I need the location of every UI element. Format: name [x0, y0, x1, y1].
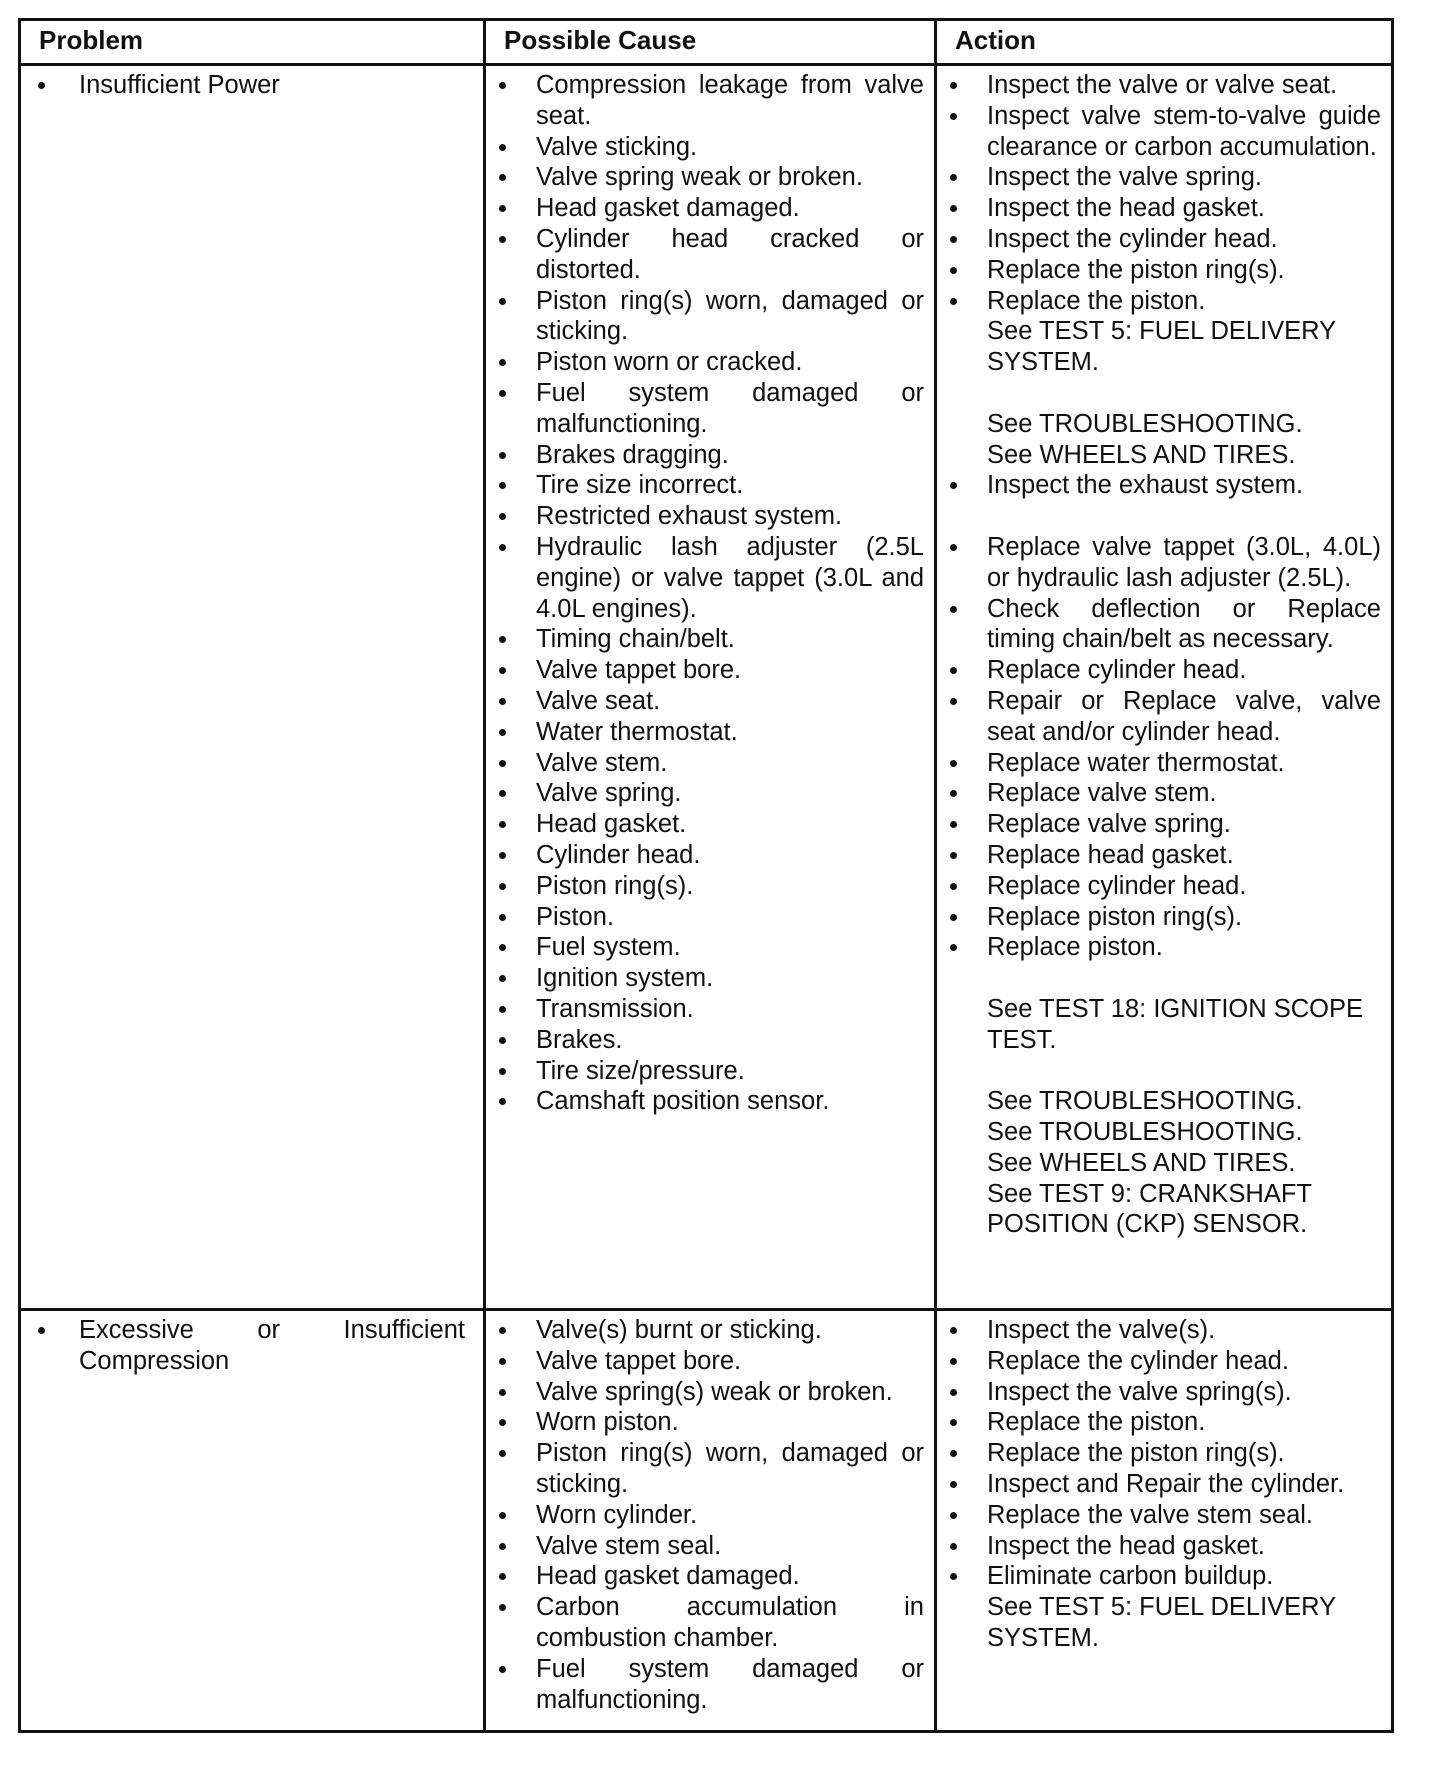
action-item: Inspect the valve spring(s).: [937, 1377, 1391, 1408]
list-item: Tire size/pressure.: [486, 1056, 934, 1087]
list-item: Valve spring(s) weak or broken.: [486, 1377, 934, 1408]
list-item: Brakes dragging.: [486, 440, 934, 471]
action-item: Repair or Replace valve, valve seat and/or cylinder head.: [937, 686, 1391, 748]
table-header-row: [21, 21, 1391, 66]
action-item: Inspect the head gasket.: [937, 1531, 1391, 1562]
reference-note: See TEST 5: FUEL DELIVERY SYSTEM.: [987, 317, 1336, 377]
reference-note: See TROUBLESHOOTING.: [987, 1087, 1303, 1116]
list-item: Restricted exhaust system.: [486, 501, 934, 532]
list-item: Valve spring weak or broken.: [486, 162, 934, 193]
action-item: Replace the valve stem seal.: [937, 1500, 1391, 1531]
action-item: Inspect the valve or valve seat.: [937, 70, 1391, 101]
cause-list: [486, 70, 934, 1117]
list-item: Valve stem.: [486, 748, 934, 779]
list-item: Cylinder head cracked or distorted.: [486, 224, 934, 286]
action-item: Replace cylinder head.: [937, 871, 1391, 902]
action-item: Replace the piston ring(s).: [937, 255, 1391, 286]
action-item: Inspect valve stem-to-valve guide clearance or carbon accumulation.: [937, 101, 1391, 163]
reference-note: See TEST 9: CRANKSHAFT POSITION (CKP) SENSOR.: [987, 1179, 1312, 1239]
spacer: [937, 963, 1391, 994]
action-item: Replace the piston ring(s).: [937, 1438, 1391, 1469]
list-item: Cylinder head.: [486, 840, 934, 871]
action-item: Replace valve stem.: [937, 778, 1391, 809]
problem-cell: [21, 1311, 486, 1730]
cause-cell: [486, 1311, 937, 1730]
list-item: Head gasket.: [486, 809, 934, 840]
header-possible-cause: Possible Cause: [486, 21, 937, 63]
action-item: Replace piston ring(s).: [937, 902, 1391, 933]
action-item: Replace cylinder head.: [937, 655, 1391, 686]
header-action: Action: [955, 25, 1036, 55]
table-row: [21, 66, 1391, 1311]
list-item: Fuel system damaged or malfunctioning.: [486, 1654, 934, 1716]
list-item: Transmission.: [486, 994, 934, 1025]
list-item: Valve tappet bore.: [486, 655, 934, 686]
list-item: Valve(s) burnt or sticking.: [486, 1315, 934, 1346]
list-item: Worn cylinder.: [486, 1500, 934, 1531]
action-item: Inspect and Repair the cylinder.: [937, 1469, 1391, 1500]
list-item: Fuel system damaged or malfunctioning.: [486, 378, 934, 440]
list-item: Head gasket damaged.: [486, 1561, 934, 1592]
action-item: Eliminate carbon buildup.: [937, 1561, 1391, 1592]
list-item: Piston ring(s).: [486, 871, 934, 902]
list-item: Piston worn or cracked.: [486, 347, 934, 378]
list-item: Hydraulic lash adjuster (2.5L engine) or valve tappet (3.0L and 4.0L engines).: [486, 532, 934, 624]
action-cell: [937, 1311, 1391, 1730]
action-item: Replace the piston.: [937, 1407, 1391, 1438]
action-item: Inspect the valve spring.: [937, 162, 1391, 193]
header-problem: Problem: [21, 21, 486, 63]
action-cell: [937, 66, 1391, 1308]
list-item: Worn piston.: [486, 1407, 934, 1438]
problem-cell: [21, 66, 486, 1308]
problem-text: Insufficient Power: [21, 70, 483, 101]
action-item: Inspect the valve(s).: [937, 1315, 1391, 1346]
action-item: Replace water thermostat.: [937, 748, 1391, 779]
list-item: Valve stem seal.: [486, 1531, 934, 1562]
troubleshooting-table: [18, 18, 1394, 1733]
action-item: Replace piston.: [937, 932, 1391, 963]
list-item: Camshaft position sensor.: [486, 1086, 934, 1117]
action-item: Inspect the exhaust system.: [937, 470, 1391, 501]
list-item: Piston ring(s) worn, damaged or sticking.: [486, 286, 934, 348]
action-list: [937, 1315, 1391, 1654]
list-item: Brakes.: [486, 1025, 934, 1056]
list-item: Compression leakage from valve seat.: [486, 70, 934, 132]
list-item: Valve tappet bore.: [486, 1346, 934, 1377]
spacer: [937, 378, 1391, 409]
reference-note: See TROUBLESHOOTING.: [987, 1118, 1303, 1147]
action-item: Replace valve tappet (3.0L, 4.0L) or hydraulic lash adjuster (2.5L).: [937, 532, 1391, 594]
reference-note: See WHEELS AND TIRES.: [987, 440, 1296, 469]
action-item: Inspect the head gasket.: [937, 193, 1391, 224]
action-item: Replace the cylinder head.: [937, 1346, 1391, 1377]
reference-note: See TEST 5: FUEL DELIVERY SYSTEM.: [987, 1593, 1336, 1652]
list-item: Ignition system.: [486, 963, 934, 994]
list-item: Head gasket damaged.: [486, 193, 934, 224]
list-item: Piston ring(s) worn, damaged or sticking.: [486, 1438, 934, 1500]
reference-note: See TROUBLESHOOTING.: [987, 409, 1303, 438]
list-item: Valve sticking.: [486, 132, 934, 163]
table-row: [21, 1311, 1391, 1730]
list-item: Carbon accumulation in combustion chamber.: [486, 1592, 934, 1654]
list-item: Tire size incorrect.: [486, 470, 934, 501]
reference-note: See TEST 18: IGNITION SCOPE TEST.: [987, 994, 1364, 1054]
action-item: Replace valve spring.: [937, 809, 1391, 840]
reference-note: See WHEELS AND TIRES.: [987, 1148, 1296, 1177]
action-item: Replace head gasket.: [937, 840, 1391, 871]
cause-list: [486, 1315, 934, 1715]
action-item: Check deflection or Replace timing chain/belt as necessary.: [937, 594, 1391, 656]
list-item: Valve spring.: [486, 778, 934, 809]
list-item: Timing chain/belt.: [486, 624, 934, 655]
action-item: Inspect the cylinder head.: [937, 224, 1391, 255]
list-item: Piston.: [486, 902, 934, 933]
list-item: Valve seat.: [486, 686, 934, 717]
spacer: [937, 501, 1391, 532]
action-list: [937, 70, 1391, 1240]
list-item: Fuel system.: [486, 932, 934, 963]
list-item: Water thermostat.: [486, 717, 934, 748]
problem-text: Excessive or Insufficient Compression: [21, 1315, 483, 1377]
cause-cell: [486, 66, 937, 1308]
spacer: [937, 1056, 1391, 1087]
action-item: Replace the piston.: [937, 286, 1391, 317]
